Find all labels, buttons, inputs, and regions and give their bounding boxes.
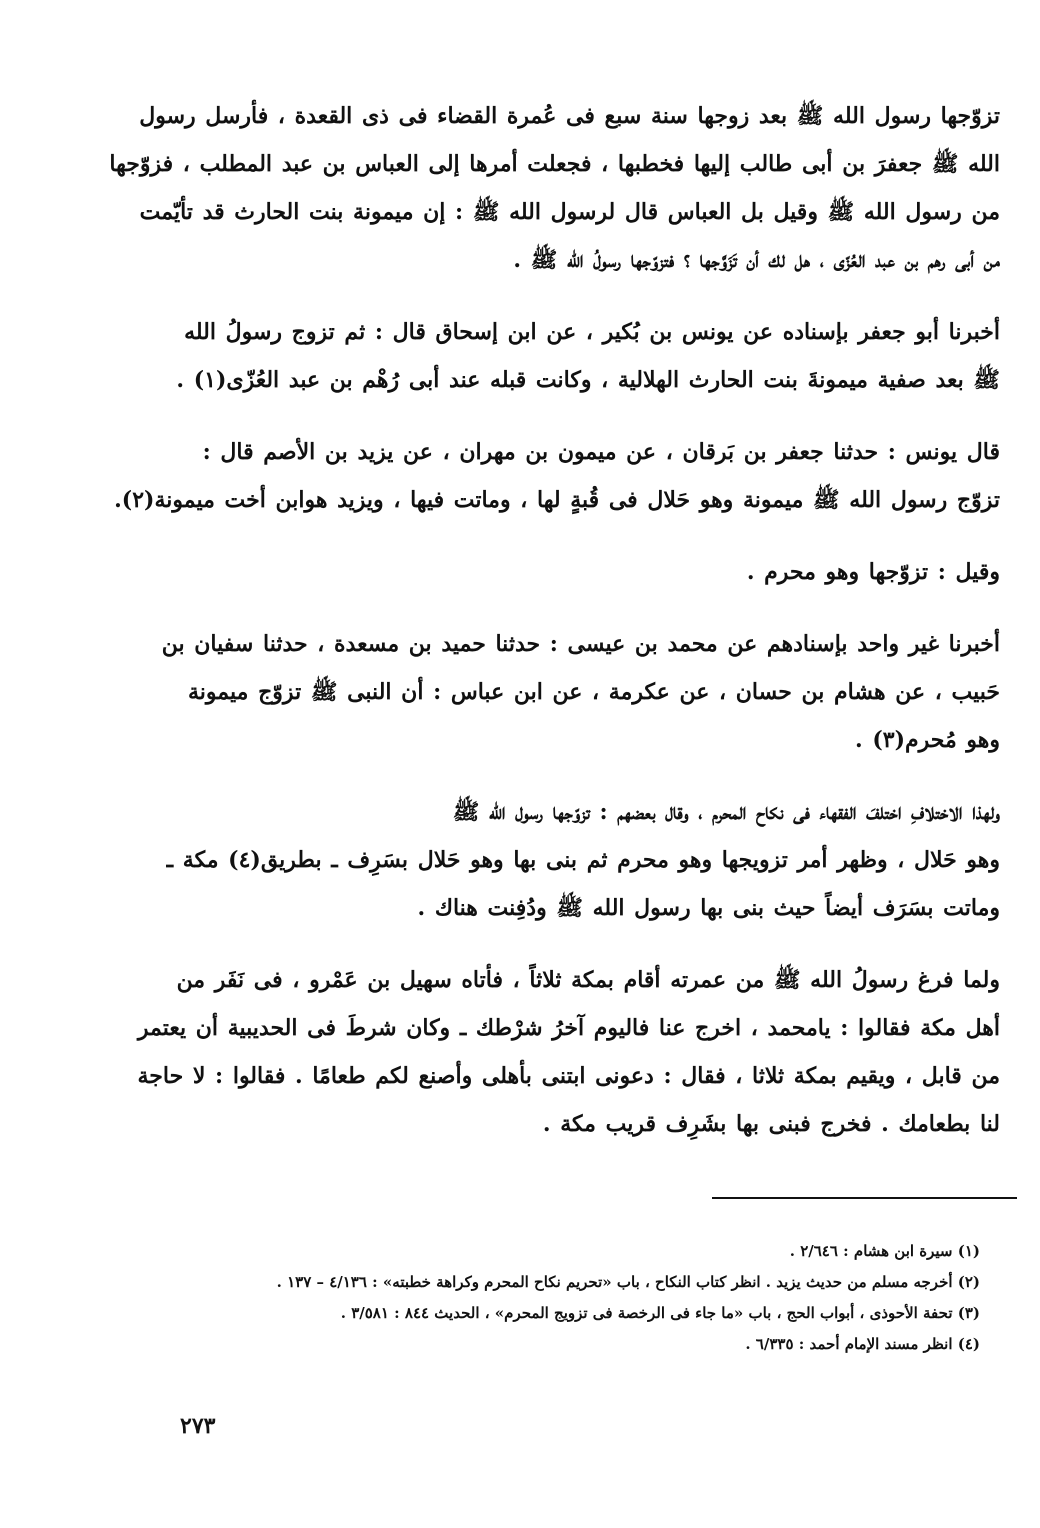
text-line: من قابل ، ويقيم بمكة ثلاثا ، فقال : دعونى ابتنى بأهلى وأصنع لكم طعامًا . فقالوا : لا حاجة	[137, 1063, 1000, 1089]
text-line: وهو مُحرم(٣) .	[855, 727, 1000, 753]
text-line: أخبرنا غير واحد بإسنادهم عن محمد بن عيسى : حدثنا حميد بن مسعدة ، حدثنا سفيان بن	[161, 631, 1000, 657]
text-line: تزوّج رسول الله ﷺ ميمونة وهو حَلال فى قُبةٍ لها ، وماتت فيها ، ويزيد هوابن أخت ميمونة(٢).	[114, 487, 1000, 513]
paragraph-7	[137, 956, 1000, 1148]
footnote-1: (١) سيرة ابن هشام : ٢/٦٤٦ .	[789, 1242, 980, 1260]
text-line: لنا بطعامك . فخرج فبنى بها بشَرِف قريب مكة .	[542, 1111, 1000, 1137]
footnote-4: (٤) انظر مسند الإمام أحمد : ٦/٣٣٥ .	[745, 1335, 980, 1353]
text-line: حَبيب ، عن هشام بن حسان ، عن عكرمة ، عن ابن عباس : أن النبى ﷺ تزوّج ميمونة	[188, 679, 1000, 705]
paragraph-3	[114, 428, 1000, 524]
text-line: وهو حَلال ، وظهر أمر تزويجها وهو محرم ثم بنى بها وهو حَلال بسَرِف ـ بطريق(٤) مكة ـ	[166, 847, 1000, 873]
text-line: من رسول الله ﷺ وقيل بل العباس قال لرسول الله ﷺ : إن ميمونة بنت الحارث قد تأيّمت	[139, 199, 1000, 225]
text-line: أخبرنا أبو جعفر بإسناده عن يونس بن بُكير ، عن ابن إسحاق قال : ثم تزوج رسولُ الله	[184, 319, 1000, 345]
text-line: قال يونس : حدثنا جعفر بن بَرقان ، عن ميمون بن مهران ، عن يزيد بن الأصم قال :	[202, 439, 1000, 465]
footnote-3: (٣) تحفة الأحوذى ، أبواب الحج ، باب «ما جاء فى الرخصة فى تزويج المحرم» ، الحديث ٨٤٤ : ٣/٥٨١ .	[340, 1304, 980, 1322]
footnote-2: (٢) أخرجه مسلم من حديث يزيد . انظر كتاب النكاح ، باب «تحريم نكاح المحرم وكراهة خطبته» : ٤/١٣٦ – ١٣٧ .	[276, 1273, 980, 1291]
text-line: تزوّجها رسول الله ﷺ بعد زوجها سنة سبع فى عُمرة القضاء فى ذى القعدة ، فأرسل رسول	[139, 103, 1000, 129]
main-text	[109, 92, 1000, 1172]
text-line: من أبى رهم بن عبد العُزّى ، هل لك أن تَزَوَّجها ؟ فتزوّجها رسولُ الله ﷺ .	[513, 247, 1000, 273]
text-line: وماتت بسَرَف أيضاً حيث بنى بها رسول الله ﷺ ودُفِنت هناك .	[417, 895, 1000, 921]
text-line: ﷺ بعد صفية ميمونةَ بنت الحارث الهلالية ، وكانت قبله عند أبى رُهْم بن عبد العُزّى(١) .	[176, 367, 1000, 393]
text-line: وقيل : تزوّجها وهو محرم .	[746, 559, 1000, 585]
page-number: ٢٧٣	[180, 1413, 216, 1439]
text-line: الله ﷺ جعفرَ بن أبى طالب إليها فخطبها ، فجعلت أمرها إلى العباس بن عبد المطلب ، فزوّجها	[109, 151, 1000, 177]
footnote-divider	[712, 1197, 1017, 1199]
text-line: أهل مكة فقالوا : يامحمد ، اخرج عنا فاليوم آخرُ شرْطك ـ وكان شرطَ فى الحديبية أن يعتمر	[137, 1015, 1000, 1041]
text-line: ولهذا الاختلافِ اختلفَ الفقهاء فى نكاح المحرم ، وقال بعضهم : تزوّجها رسول الله ﷺ	[452, 799, 1000, 825]
paragraph-2	[150, 308, 1000, 404]
paragraph-1	[109, 92, 1000, 284]
footnotes	[140, 1236, 980, 1360]
paragraph-4	[150, 548, 1000, 596]
paragraph-6	[150, 788, 1000, 932]
text-line: ولما فرغ رسولُ الله ﷺ من عمرته أقام بمكة ثلاثاً ، فأتاه سهيل بن عَمْرو ، فى نَفَر من	[176, 967, 1000, 993]
paragraph-5	[150, 620, 1000, 764]
